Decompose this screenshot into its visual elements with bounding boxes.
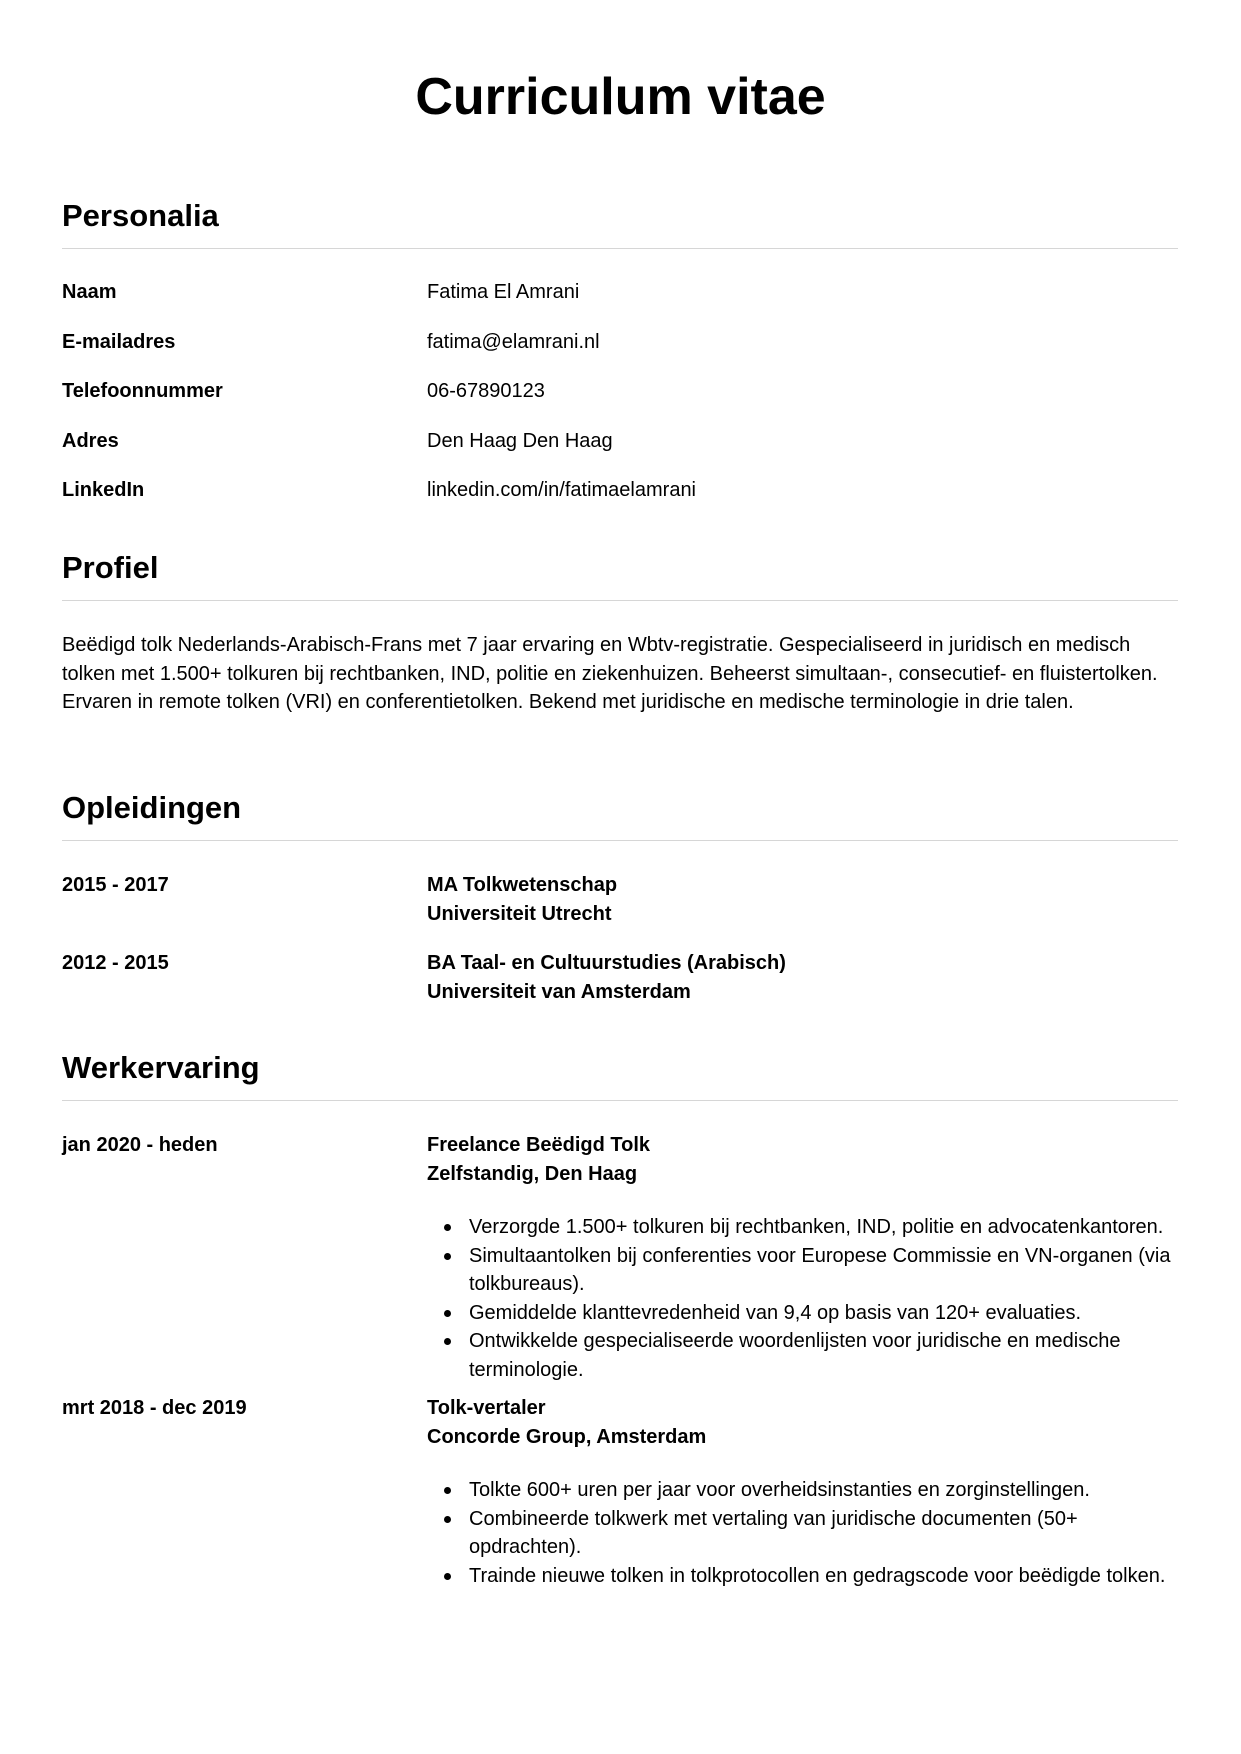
education-institution: Universiteit Utrecht [427, 902, 612, 925]
experience-entry [62, 1131, 1178, 1384]
bullet-icon [444, 1224, 451, 1231]
document-title: Curriculum vitae [415, 68, 826, 126]
experience-bullets [427, 1213, 1178, 1384]
list-item [427, 1562, 1178, 1591]
education-list [62, 871, 1178, 1006]
education-title: BA Taal- en Cultuurstudies (Arabisch) [427, 952, 786, 974]
bullet-text: Combineerde tolkwerk met vertaling van juridische documenten (50+ opdrachten). [469, 1507, 1078, 1558]
address-value: Den Haag Den Haag [427, 429, 613, 452]
email-value: fatima@elamrani.nl [427, 330, 600, 353]
education-entry [62, 871, 1178, 928]
address-label: Adres [62, 429, 119, 452]
personalia-row-linkedin [62, 477, 1178, 527]
section-personalia [62, 196, 1178, 527]
profile-text: Beëdigd tolk Nederlands-Arabisch-Frans met 7 jaar ervaring en Wbtv-registratie. Gespecialiseerd in juridisch en medisch tolken met 1.500+ tolkuren bij rechtbanken, IND, politie en ziekenhuizen. Beheerst simultaan-, consecutief- en fluistertolken. Ervaren in remote tolken (VRI) en conferentietolken. Bekend met juridische en medische terminologie in drie talen. [62, 634, 1158, 713]
section-heading-opleidingen: Opleidingen [62, 788, 1178, 841]
list-item [427, 1299, 1178, 1328]
list-item [427, 1242, 1178, 1299]
email-label: E-mailadres [62, 330, 176, 353]
bullet-icon [444, 1310, 451, 1317]
section-heading-personalia: Personalia [62, 196, 1178, 249]
experience-list [62, 1131, 1178, 1590]
name-value: Fatima El Amrani [427, 281, 580, 303]
bullet-text: Tolkte 600+ uren per jaar voor overheidsinstanties en zorginstellingen. [469, 1479, 1090, 1501]
section-heading-werkervaring: Werkervaring [62, 1048, 1178, 1101]
experience-employer: Concorde Group, Amsterdam [427, 1425, 707, 1448]
name-label: Naam [62, 281, 117, 303]
education-period: 2012 - 2015 [62, 952, 169, 974]
experience-entry [62, 1394, 1178, 1590]
education-entry [62, 949, 1178, 1006]
section-werkervaring [62, 1048, 1178, 1590]
list-item [427, 1476, 1178, 1505]
section-profiel [62, 548, 1178, 717]
education-title: MA Tolkwetenschap [427, 874, 618, 896]
personalia-row-email [62, 329, 1178, 379]
list-item [427, 1327, 1178, 1384]
experience-period: mrt 2018 - dec 2019 [62, 1397, 247, 1419]
bullet-text: Verzorgde 1.500+ tolkuren bij rechtbanken, IND, politie en advocatenkantoren. [469, 1216, 1164, 1238]
phone-label: Telefoonnummer [62, 380, 223, 402]
linkedin-value: linkedin.com/in/fatimaelamrani [427, 479, 697, 501]
bullet-text: Gemiddelde klanttevredenheid van 9,4 op basis van 120+ evaluaties. [469, 1301, 1082, 1324]
experience-title: Tolk-vertaler [427, 1397, 546, 1419]
phone-value: 06-67890123 [427, 380, 545, 402]
section-heading-profiel: Profiel [62, 548, 1178, 601]
experience-title: Freelance Beëdigd Tolk [427, 1134, 651, 1156]
list-item [427, 1213, 1178, 1242]
bullet-text: Ontwikkelde gespecialiseerde woordenlijsten voor juridische en medische terminologie. [469, 1330, 1121, 1381]
personalia-row-address [62, 428, 1178, 478]
personalia-row-phone [62, 378, 1178, 428]
bullet-icon [444, 1516, 451, 1523]
list-item [427, 1505, 1178, 1562]
linkedin-label: LinkedIn [62, 479, 145, 501]
personalia-row-name [62, 279, 1178, 329]
section-opleidingen [62, 788, 1178, 1006]
personalia-table [62, 279, 1178, 527]
experience-bullets [427, 1476, 1178, 1590]
bullet-icon [444, 1487, 451, 1494]
experience-period: jan 2020 - heden [62, 1134, 218, 1156]
bullet-icon [444, 1253, 451, 1260]
education-period: 2015 - 2017 [62, 874, 169, 896]
bullet-text: Simultaantolken bij conferenties voor Europese Commissie en VN-organen (via tolkbureaus). [469, 1244, 1171, 1295]
bullet-text: Trainde nieuwe tolken in tolkprotocollen en gedragscode voor beëdigde tolken. [469, 1564, 1166, 1587]
experience-employer: Zelfstandig, Den Haag [427, 1162, 638, 1185]
education-institution: Universiteit van Amsterdam [427, 980, 691, 1003]
bullet-icon [444, 1338, 451, 1345]
bullet-icon [444, 1573, 451, 1580]
